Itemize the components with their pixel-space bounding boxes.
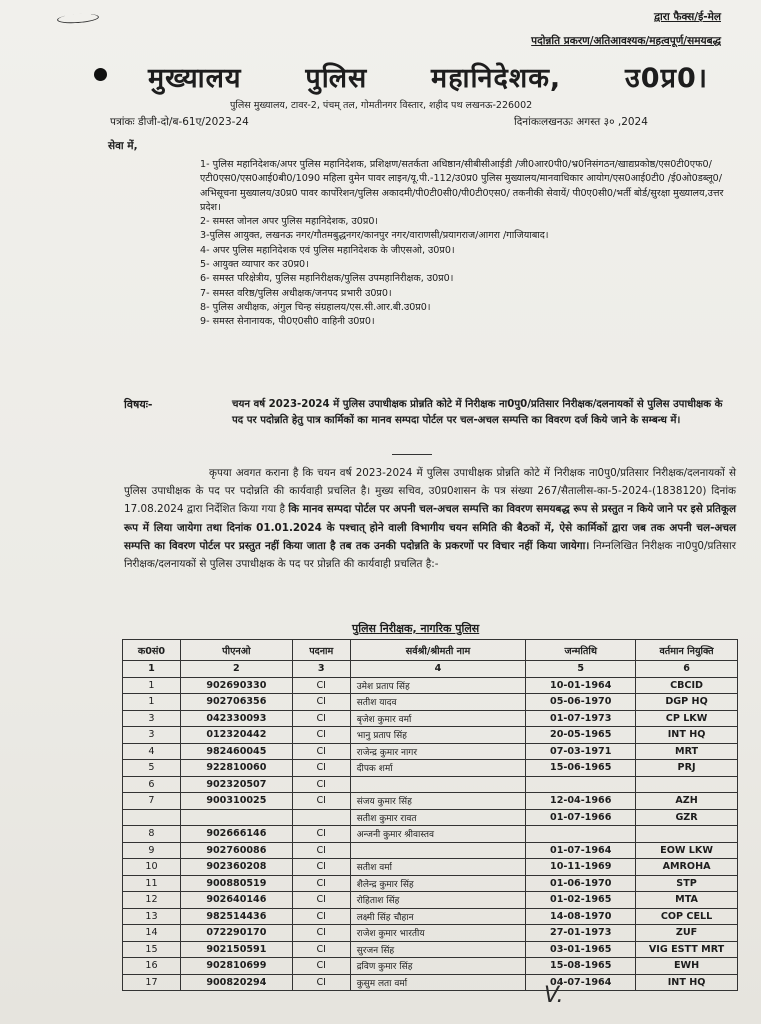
subject-label: विषयः- xyxy=(124,398,153,411)
table-row xyxy=(123,892,738,909)
table-cell-sn: 1 xyxy=(123,694,181,711)
table-cell-posting: CBCID xyxy=(636,677,738,694)
table-cell-name: कुसुम लता वर्मा xyxy=(350,974,526,991)
recipient-item: 5- आयुक्त व्यापार कर उ0प्र0। xyxy=(200,259,309,271)
table-cell-sn: 13 xyxy=(123,908,181,925)
table-cell-name: बृजेश कुमार वर्मा xyxy=(350,710,526,727)
table-cell-desig: CI xyxy=(292,908,350,925)
table-cell-dob: 05-06-1970 xyxy=(526,694,636,711)
table-cell-posting: MRT xyxy=(636,743,738,760)
table-cell-dob: 20-05-1965 xyxy=(526,727,636,744)
table-cell-sn: 4 xyxy=(123,743,181,760)
column-number: 6 xyxy=(636,661,738,678)
table-cell-posting: DGP HQ xyxy=(636,694,738,711)
table-cell-desig: CI xyxy=(292,727,350,744)
office-address: पुलिस मुख्यालय, टावर-2, पंचम् तल, गोमतीनगर विस्तार, शहीद पथ लखनऊ-226002 xyxy=(230,100,533,111)
table-cell-name: उमेश प्रताप सिंह xyxy=(350,677,526,694)
table-cell-name: सुरजन सिंह xyxy=(350,941,526,958)
table-row xyxy=(123,859,738,876)
table-cell-dob: 27-01-1973 xyxy=(526,925,636,942)
table-cell-posting: EWH xyxy=(636,958,738,975)
table-cell-posting xyxy=(636,826,738,843)
table-cell-desig: CI xyxy=(292,760,350,777)
office-heading xyxy=(148,58,708,95)
column-header: जन्मतिथि xyxy=(526,640,636,661)
table-cell-pno: 900310025 xyxy=(180,793,292,810)
table-cell-dob: 01-07-1964 xyxy=(526,842,636,859)
recipient-item: 2- समस्त जोनल अपर पुलिस महानिदेशक, उ0प्र0। xyxy=(200,216,379,228)
table-cell-pno: 072290170 xyxy=(180,925,292,942)
table-cell-posting: GZR xyxy=(636,809,738,826)
table-cell-posting: INT HQ xyxy=(636,974,738,991)
table-cell-name: लक्ष्मी सिंह चौहान xyxy=(350,908,526,925)
table-cell-desig: CI xyxy=(292,776,350,793)
table-cell-pno: 902810699 xyxy=(180,958,292,975)
table-cell-sn: 16 xyxy=(123,958,181,975)
table-cell-sn: 15 xyxy=(123,941,181,958)
table-cell-posting: ZUF xyxy=(636,925,738,942)
recipient-item: 1- पुलिस महानिदेशक/अपर पुलिस महानिदेशक, प्रशिक्षण/सतर्कता अधिष्ठान/सीबीसीआईडी /जी0आर0पी0/भ्र0निसंगठन/खाद्यप्रकोष्ठ/एस0टी0एफ0/एटी0एस0/एस0आई0बी0/1090 महिला वुमेन पावर लाइन/यू.पी.-112/उ0प्र0 पुलिस मुख्यालय/मानवाधिकार आयोग/एस0आई0टी0 /ई0ओ0डब्लू0/अभिसूचना मुख्यालय/उ0प्र0 पावर कार्पोरेशन/पुलिस अकादमी/पी0टी0सी0/पी0टी0एस0/ तकनीकी सेवायें/ पी0ए0सी0/भर्ती बोर्ड/सुरक्षा मुख्यालय,उत्तर प्रदेश। xyxy=(200,159,724,213)
table-row xyxy=(123,677,738,694)
table-cell-pno: 012320442 xyxy=(180,727,292,744)
table-cell-name: सतीश वर्मा xyxy=(350,859,526,876)
table-cell-sn: 3 xyxy=(123,710,181,727)
table-cell-pno: 902666146 xyxy=(180,826,292,843)
body-text-part: निम्नलिखित निरीक्षक ना0पु0/प्रतिसार निरीक्षक/दलनायकों से पुलिस उपाधीक्षक के पद पर प्रोन्नति की कार्यवाही प्रचलित है:- xyxy=(124,539,737,571)
table-cell-posting: CP LKW xyxy=(636,710,738,727)
letter-date: दिनांकःलखनऊः अगस्त ३० ,2024 xyxy=(514,116,648,128)
table-row xyxy=(123,793,738,810)
table-cell-sn: 17 xyxy=(123,974,181,991)
table-cell-pno xyxy=(180,809,292,826)
table-cell-posting: COP CELL xyxy=(636,908,738,925)
table-cell-pno: 902320507 xyxy=(180,776,292,793)
column-header: पीएनओ xyxy=(180,640,292,661)
table-cell-pno: 902760086 xyxy=(180,842,292,859)
table-cell-dob: 01-07-1973 xyxy=(526,710,636,727)
table-row xyxy=(123,760,738,777)
table-cell-desig: CI xyxy=(292,958,350,975)
ink-mark xyxy=(57,13,100,25)
table-row xyxy=(123,826,738,843)
table-cell-name: राजेन्द्र कुमार नागर xyxy=(350,743,526,760)
table-cell-dob: 10-01-1964 xyxy=(526,677,636,694)
table-cell-sn xyxy=(123,809,181,826)
recipient-item: 3-पुलिस आयुक्त, लखनऊ नगर/गौतमबुद्धनगर/कानपुर नगर/वाराणसी/प्रयागराज/आगरा /गाजियाबाद। xyxy=(200,230,549,242)
table-cell-posting: STP xyxy=(636,875,738,892)
table-cell-desig xyxy=(292,809,350,826)
table-row xyxy=(123,809,738,826)
column-header: सर्वश्री/श्रीमती नाम xyxy=(350,640,526,661)
table-cell-name: दीपक शर्मा xyxy=(350,760,526,777)
body-text-emphasis: कि मानव सम्पदा पोर्टल पर अपनी चल-अचल सम्पत्ति का विवरण समयबद्ध रूप से प्रस्तुत न किये जाने पर इसे प्रतिकूल रूप में लिया जायेगा तथा दिनांक 01.01.2024 के पश्चात् होने वाली विभागीय चयन समिति की बैठकों में, ऐसे कार्मिकों द्वारा जब तक अपनी चल-अचल सम्पत्ति का विवरण पोर्टल पर प्रस्तुत नहीं किया जाता है तब तक उनकी पदोन्नति के प्रकरणों पर विचार नहीं किया जायेगा। xyxy=(124,503,736,552)
table-cell-desig: CI xyxy=(292,677,350,694)
column-header: पदनाम xyxy=(292,640,350,661)
recipient-item: 6- समस्त परिक्षेत्रीय, पुलिस महानिरीक्षक/पुलिस उपमहानिरीक्षक, उ0प्र0। xyxy=(200,273,454,285)
subject-text: चयन वर्ष 2023-2024 में पुलिस उपाधीक्षक प्रोन्नति कोटे में निरीक्षक ना0पु0/प्रतिसार निरीक्षक/दलनायकों से पुलिस उपाधीक्षक के पद पर पदोन्नति हेतु पात्र कार्मिकों का मानव सम्पदा पोर्टल पर चल-अचल सम्पत्ति का विवरण दर्ज किये जाने के सम्बन्ध में। xyxy=(232,399,723,426)
column-number: 1 xyxy=(123,661,181,678)
promotion-category-line: पदोन्नति प्रकरण/अतिआवश्यक/महत्वपूर्ण/समयबद्ध xyxy=(531,35,721,47)
table-cell-name xyxy=(350,776,526,793)
column-number-row xyxy=(123,661,738,678)
table-cell-name: शैलेन्द्र कुमार सिंह xyxy=(350,875,526,892)
table-row xyxy=(123,974,738,991)
table-cell-name: संजय कुमार सिंह xyxy=(350,793,526,810)
table-cell-desig: CI xyxy=(292,743,350,760)
table-row xyxy=(123,694,738,711)
recipient-item: 7- समस्त वरिष्ठ/पुलिस अधीक्षक/जनपद प्रभारी उ0प्र0। xyxy=(200,287,392,299)
table-row xyxy=(123,842,738,859)
table-cell-dob: 14-08-1970 xyxy=(526,908,636,925)
table-cell-name: अन्जनी कुमार श्रीवास्तव xyxy=(350,826,526,843)
table-cell-sn: 5 xyxy=(123,760,181,777)
table-cell-posting: VIG ESTT MRT xyxy=(636,941,738,958)
table-cell-desig: CI xyxy=(292,710,350,727)
table-cell-desig: CI xyxy=(292,842,350,859)
table-cell-dob: 15-06-1965 xyxy=(526,760,636,777)
table-cell-pno: 982460045 xyxy=(180,743,292,760)
table-cell-name: द्रविण कुमार सिंह xyxy=(350,958,526,975)
table-row xyxy=(123,776,738,793)
office-word: मुख्यालय xyxy=(148,63,242,94)
table-cell-pno: 900880519 xyxy=(180,875,292,892)
fax-email-line: द्वारा फैक्स/ई-मेल xyxy=(653,11,721,23)
table-cell-dob: 12-04-1966 xyxy=(526,793,636,810)
table-cell-desig: CI xyxy=(292,826,350,843)
bullet-icon xyxy=(94,68,107,81)
table-cell-name: सतीश कुमार रावत xyxy=(350,809,526,826)
table-row xyxy=(123,727,738,744)
table-cell-sn: 1 xyxy=(123,677,181,694)
table-cell-pno: 902360208 xyxy=(180,859,292,876)
table-title: पुलिस निरीक्षक, नागरिक पुलिस xyxy=(352,622,480,635)
table-cell-sn: 11 xyxy=(123,875,181,892)
table-cell-pno: 982514436 xyxy=(180,908,292,925)
table-cell-name xyxy=(350,842,526,859)
table-cell-dob: 01-02-1965 xyxy=(526,892,636,909)
table-cell-sn: 6 xyxy=(123,776,181,793)
recipient-item: 8- पुलिस अधीक्षक, अंगुल चिन्ह संग्रहालय/एस.सी.आर.बी.उ0प्र0। xyxy=(200,301,431,313)
table-cell-dob: 03-01-1965 xyxy=(526,941,636,958)
table-body xyxy=(123,661,738,991)
office-word: महानिदेशक, xyxy=(431,63,562,94)
column-number: 2 xyxy=(180,661,292,678)
office-word: पुलिस xyxy=(305,63,368,94)
table-cell-sn: 7 xyxy=(123,793,181,810)
body-paragraph xyxy=(124,464,736,573)
letter-reference: पत्रांकः डीजी-दो/ब-61ए/2023-24 xyxy=(110,116,249,128)
recipient-item: 4- अपर पुलिस महानिदेशक एवं पुलिस महानिदेशक के जीएसओ, उ0प्र0। xyxy=(200,244,455,256)
table-cell-name: सतीश यादव xyxy=(350,694,526,711)
table-cell-dob: 15-08-1965 xyxy=(526,958,636,975)
column-header: क0सं0 xyxy=(123,640,181,661)
table-cell-pno: 922810060 xyxy=(180,760,292,777)
table-row xyxy=(123,925,738,942)
table-cell-dob: 10-11-1969 xyxy=(526,859,636,876)
table-cell-desig: CI xyxy=(292,925,350,942)
table-cell-sn: 8 xyxy=(123,826,181,843)
recipient-list xyxy=(200,158,738,330)
table-row xyxy=(123,710,738,727)
table-cell-posting: PRJ xyxy=(636,760,738,777)
table-cell-sn: 12 xyxy=(123,892,181,909)
divider xyxy=(392,454,432,455)
recipient-item: 9- समस्त सेनानायक, पी0ए0सी0 वाहिनी उ0प्र0। xyxy=(200,316,375,328)
signature-mark: V. xyxy=(544,983,564,1008)
table-row xyxy=(123,908,738,925)
table-row xyxy=(123,743,738,760)
table-cell-dob xyxy=(526,776,636,793)
table-cell-desig: CI xyxy=(292,859,350,876)
column-header: वर्तमान नियुक्ति xyxy=(636,640,738,661)
table-cell-sn: 9 xyxy=(123,842,181,859)
table-cell-desig: CI xyxy=(292,694,350,711)
table-row xyxy=(123,958,738,975)
table-cell-name: राजेश कुमार भारतीय xyxy=(350,925,526,942)
table-cell-sn: 14 xyxy=(123,925,181,942)
table-row xyxy=(123,941,738,958)
column-number: 3 xyxy=(292,661,350,678)
table-cell-posting: INT HQ xyxy=(636,727,738,744)
salutation: सेवा में, xyxy=(108,140,138,152)
table-header-row xyxy=(123,640,738,661)
table-cell-posting: EOW LKW xyxy=(636,842,738,859)
body-text-part: कृपया अवगत कराना है कि चयन वर्ष 2023-2024 में पुलिस उपाधीक्षक प्रोन्नति कोटे में निरीक्षक ना0पु0/प्रतिसार निरीक्षक/दलनायकों से पुलिस उपाधीक्षक के पद पर पदोन्नति की कार्यवाही प्रचलित है। मुख्य सचिव, उ0प्र0शासन के पत्र संख्या 267/सैतालीस-का-5-2024-(1838120) दिनांक 17.08.2024 द्वारा निर्देशित किया गया है xyxy=(124,467,736,516)
table-cell-pno: 902150591 xyxy=(180,941,292,958)
table-cell-pno: 902706356 xyxy=(180,694,292,711)
column-number: 4 xyxy=(350,661,526,678)
table-cell-desig: CI xyxy=(292,875,350,892)
column-number: 5 xyxy=(526,661,636,678)
office-word: उ0प्र0। xyxy=(625,63,708,94)
table-cell-pno: 900820294 xyxy=(180,974,292,991)
table-cell-name: भानु प्रताप सिंह xyxy=(350,727,526,744)
table-cell-dob: 01-07-1966 xyxy=(526,809,636,826)
table-cell-posting: MTA xyxy=(636,892,738,909)
table-cell-dob: 07-03-1971 xyxy=(526,743,636,760)
table-cell-pno: 902690330 xyxy=(180,677,292,694)
table-cell-desig: CI xyxy=(292,941,350,958)
table-cell-pno: 902640146 xyxy=(180,892,292,909)
table-cell-name: रोहिताश सिंह xyxy=(350,892,526,909)
table-cell-pno: 042330093 xyxy=(180,710,292,727)
table-cell-sn: 3 xyxy=(123,727,181,744)
table-cell-dob xyxy=(526,826,636,843)
table-cell-sn: 10 xyxy=(123,859,181,876)
table-cell-posting: AMROHA xyxy=(636,859,738,876)
table-cell-desig: CI xyxy=(292,793,350,810)
table-row xyxy=(123,875,738,892)
table-cell-posting: AZH xyxy=(636,793,738,810)
table-cell-posting xyxy=(636,776,738,793)
table-cell-desig: CI xyxy=(292,974,350,991)
table-cell-desig: CI xyxy=(292,892,350,909)
table-cell-dob: 01-06-1970 xyxy=(526,875,636,892)
table-cell-dob: 04-07-1964 xyxy=(526,974,636,991)
officer-table xyxy=(122,639,738,991)
